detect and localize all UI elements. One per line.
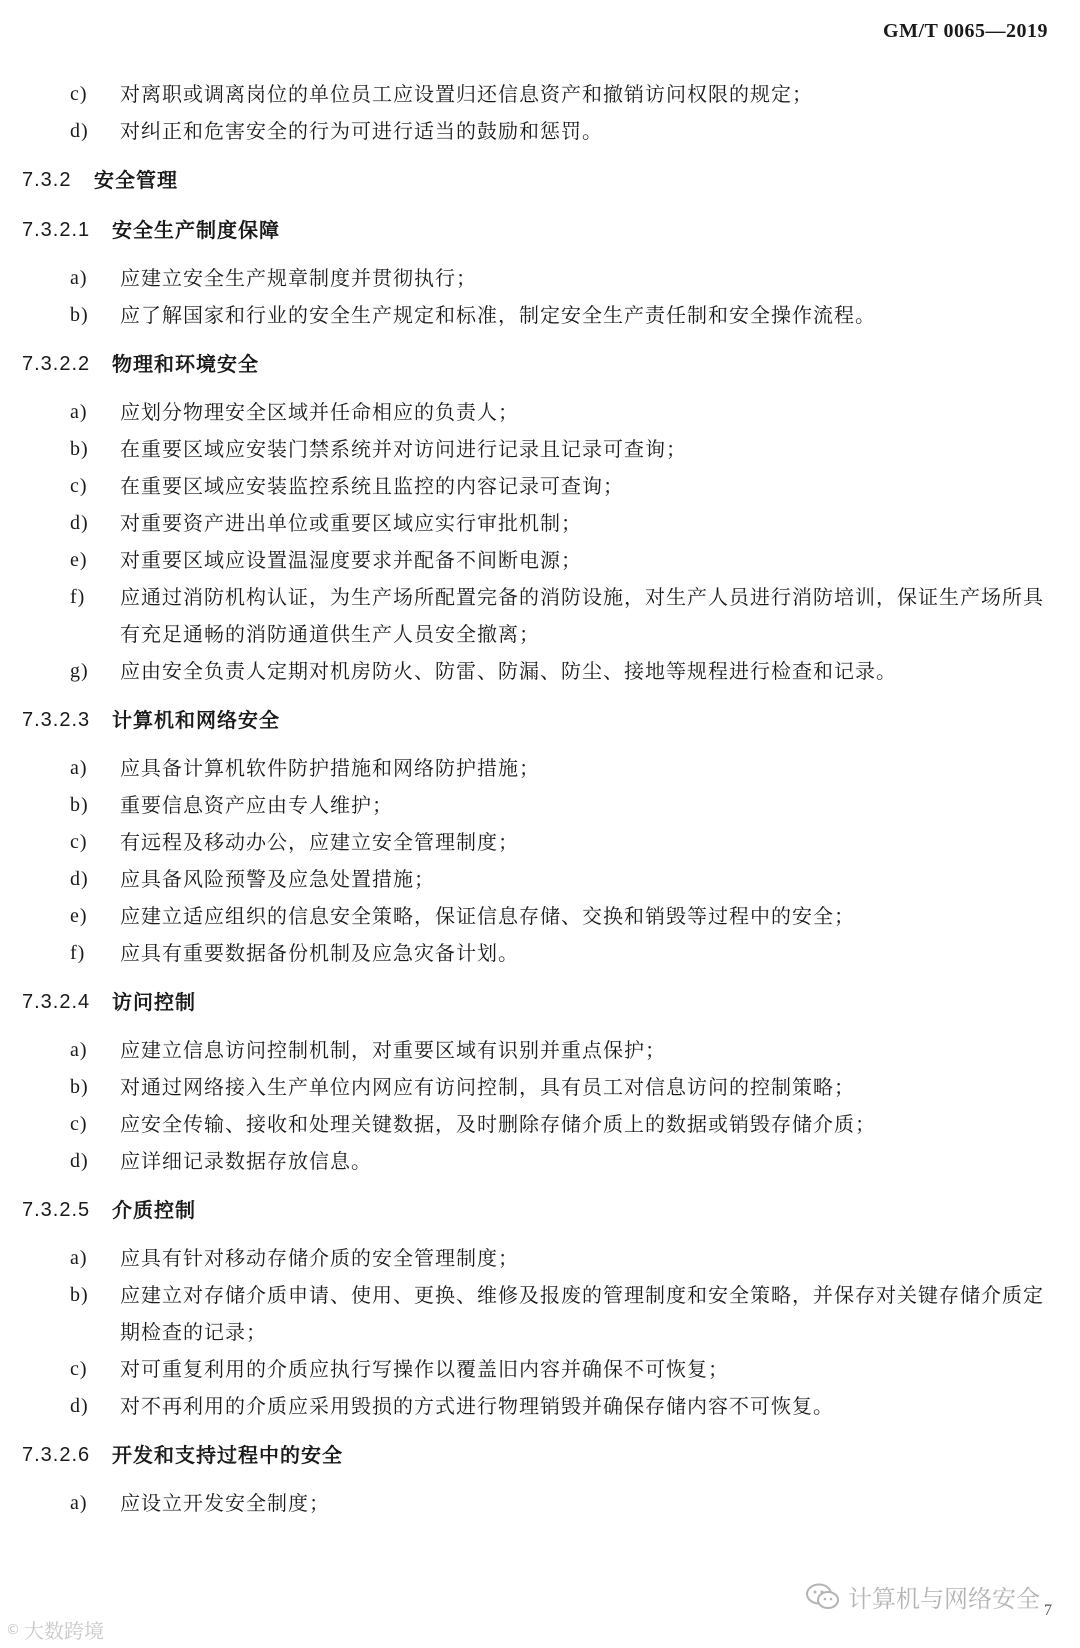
item-text: 应具有重要数据备份机制及应急灾备计划。 [120, 941, 519, 965]
item-text: 应安全传输、接收和处理关键数据，及时删除存储介质上的数据或销毁存储介质； [120, 1112, 876, 1136]
item-text: 应具备计算机软件防护措施和网络防护措施； [120, 756, 540, 780]
subsection-title: 开发和支持过程中的安全 [112, 1443, 343, 1467]
item-text: 应建立适应组织的信息安全策略，保证信息存储、交换和销毁等过程中的安全； [120, 904, 855, 928]
item-list [22, 1485, 1058, 1522]
item-list [22, 1032, 1058, 1180]
list-item [22, 542, 1058, 579]
subsection-heading [22, 1435, 1058, 1475]
item-text: 对纠正和危害安全的行为可进行适当的鼓励和惩罚。 [120, 119, 603, 143]
subsection-heading [22, 700, 1058, 740]
item-label: e) [70, 905, 88, 927]
list-item [22, 1351, 1058, 1388]
list-item [22, 1032, 1058, 1069]
subsection-number: 7.3.2.3 [22, 709, 91, 731]
list-item [22, 898, 1058, 935]
subsection-heading [22, 982, 1058, 1022]
item-text: 应建立信息访问控制机制，对重要区域有识别并重点保护； [120, 1038, 666, 1062]
subsection-heading [22, 210, 1058, 250]
item-label: f) [70, 586, 86, 608]
list-item [22, 394, 1058, 431]
item-label: b) [70, 438, 89, 460]
subsection-number: 7.3.2.2 [22, 353, 91, 375]
item-label: g) [70, 660, 89, 682]
list-item [22, 935, 1058, 972]
item-label: a) [70, 401, 88, 423]
section-title: 安全管理 [94, 168, 178, 192]
item-text: 对不再利用的介质应采用毁损的方式进行物理销毁并确保存储内容不可恢复。 [120, 1394, 834, 1418]
item-list [22, 750, 1058, 972]
item-text: 应划分物理安全区域并任命相应的负责人； [120, 400, 519, 424]
item-text: 对可重复利用的介质应执行写操作以覆盖旧内容并确保不可恢复； [120, 1357, 729, 1381]
item-label: c) [70, 83, 88, 105]
item-label: a) [70, 1247, 88, 1269]
item-label: b) [70, 794, 89, 816]
list-item [22, 431, 1058, 468]
item-label: d) [70, 512, 89, 534]
watermark-left [6, 1615, 104, 1644]
item-text: 应建立对存储介质申请、使用、更换、维修及报废的管理制度和安全策略，并保存对关键存储介质定期检查的记录； [120, 1283, 1044, 1344]
intro-list [22, 76, 1058, 150]
list-item [22, 1106, 1058, 1143]
item-label: d) [70, 1150, 89, 1172]
watermark-right-text: 计算机与网络安全 [848, 1585, 1040, 1613]
item-text: 对离职或调离岗位的单位员工应设置归还信息资产和撤销访问权限的规定； [120, 82, 813, 106]
item-text: 重要信息资产应由专人维护； [120, 793, 393, 817]
list-item [22, 1277, 1058, 1351]
copyright-icon: © [6, 1621, 20, 1638]
section-heading-7-3-2 [22, 160, 1058, 200]
list-item [22, 861, 1058, 898]
item-label: e) [70, 549, 88, 571]
subsection-number: 7.3.2.4 [22, 991, 91, 1013]
list-item [22, 1388, 1058, 1425]
document-id: GM/T 0065—2019 [883, 20, 1048, 42]
list-item [22, 750, 1058, 787]
subsection-heading [22, 344, 1058, 384]
list-item [22, 1240, 1058, 1277]
subsection-number: 7.3.2.5 [22, 1199, 91, 1221]
item-list [22, 394, 1058, 690]
item-text: 对通过网络接入生产单位内网应有访问控制，具有员工对信息访问的控制策略； [120, 1075, 855, 1099]
subsections [22, 210, 1058, 1522]
subsection-number: 7.3.2.6 [22, 1444, 91, 1466]
item-label: d) [70, 120, 89, 142]
item-text: 应通过消防机构认证，为生产场所配置完备的消防设施，对生产人员进行消防培训，保证生产场所具有充足通畅的消防通道供生产人员安全撤离； [120, 585, 1044, 646]
list-item [22, 653, 1058, 690]
list-item [22, 113, 1058, 150]
list-item [22, 505, 1058, 542]
item-label: a) [70, 757, 88, 779]
item-label: a) [70, 1492, 88, 1514]
item-text: 应具备风险预警及应急处置措施； [120, 867, 435, 891]
item-label: a) [70, 267, 88, 289]
item-text: 应设立开发安全制度； [120, 1491, 330, 1515]
item-label: c) [70, 475, 88, 497]
item-label: c) [70, 1113, 88, 1135]
item-text: 对重要资产进出单位或重要区域应实行审批机制； [120, 511, 582, 535]
subsection-heading [22, 1190, 1058, 1230]
item-label: c) [70, 1358, 88, 1380]
item-text: 应详细记录数据存放信息。 [120, 1149, 372, 1173]
item-text: 在重要区域应安装监控系统且监控的内容记录可查询； [120, 474, 624, 498]
item-text: 应建立安全生产规章制度并贯彻执行； [120, 266, 477, 290]
item-label: b) [70, 304, 89, 326]
item-label: b) [70, 1284, 89, 1306]
list-item [22, 1069, 1058, 1106]
subsection-title: 访问控制 [112, 990, 196, 1014]
watermark-right [806, 1579, 1040, 1614]
subsection-title: 介质控制 [112, 1198, 196, 1222]
list-item [22, 824, 1058, 861]
item-text: 有远程及移动办公，应建立安全管理制度； [120, 830, 519, 854]
subsection-title: 物理和环境安全 [112, 352, 259, 376]
subsection-title: 计算机和网络安全 [112, 708, 280, 732]
item-label: a) [70, 1039, 88, 1061]
item-text: 在重要区域应安装门禁系统并对访问进行记录且记录可查询； [120, 437, 687, 461]
list-item [22, 787, 1058, 824]
item-label: f) [70, 942, 86, 964]
subsection-title: 安全生产制度保障 [112, 218, 280, 242]
item-text: 应具有针对移动存储介质的安全管理制度； [120, 1246, 519, 1270]
item-label: d) [70, 868, 89, 890]
list-item [22, 1143, 1058, 1180]
item-text: 对重要区域应设置温湿度要求并配备不间断电源； [120, 548, 582, 572]
list-item [22, 1485, 1058, 1522]
item-label: c) [70, 831, 88, 853]
item-label: b) [70, 1076, 89, 1098]
list-item [22, 260, 1058, 297]
wechat-icon [806, 1583, 840, 1611]
page-number: 7 [1044, 1602, 1052, 1619]
item-list [22, 260, 1058, 334]
list-item [22, 76, 1058, 113]
list-item [22, 579, 1058, 653]
watermark-left-text: 大数跨境 [24, 1619, 104, 1643]
list-item [22, 297, 1058, 334]
item-text: 应由安全负责人定期对机房防火、防雷、防漏、防尘、接地等规程进行检查和记录。 [120, 659, 897, 683]
item-text: 应了解国家和行业的安全生产规定和标准，制定安全生产责任制和安全操作流程。 [120, 303, 876, 327]
list-item [22, 468, 1058, 505]
section-number: 7.3.2 [22, 169, 72, 191]
item-label: d) [70, 1395, 89, 1417]
subsection-number: 7.3.2.1 [22, 219, 91, 241]
document-body [22, 76, 1058, 1528]
item-list [22, 1240, 1058, 1425]
